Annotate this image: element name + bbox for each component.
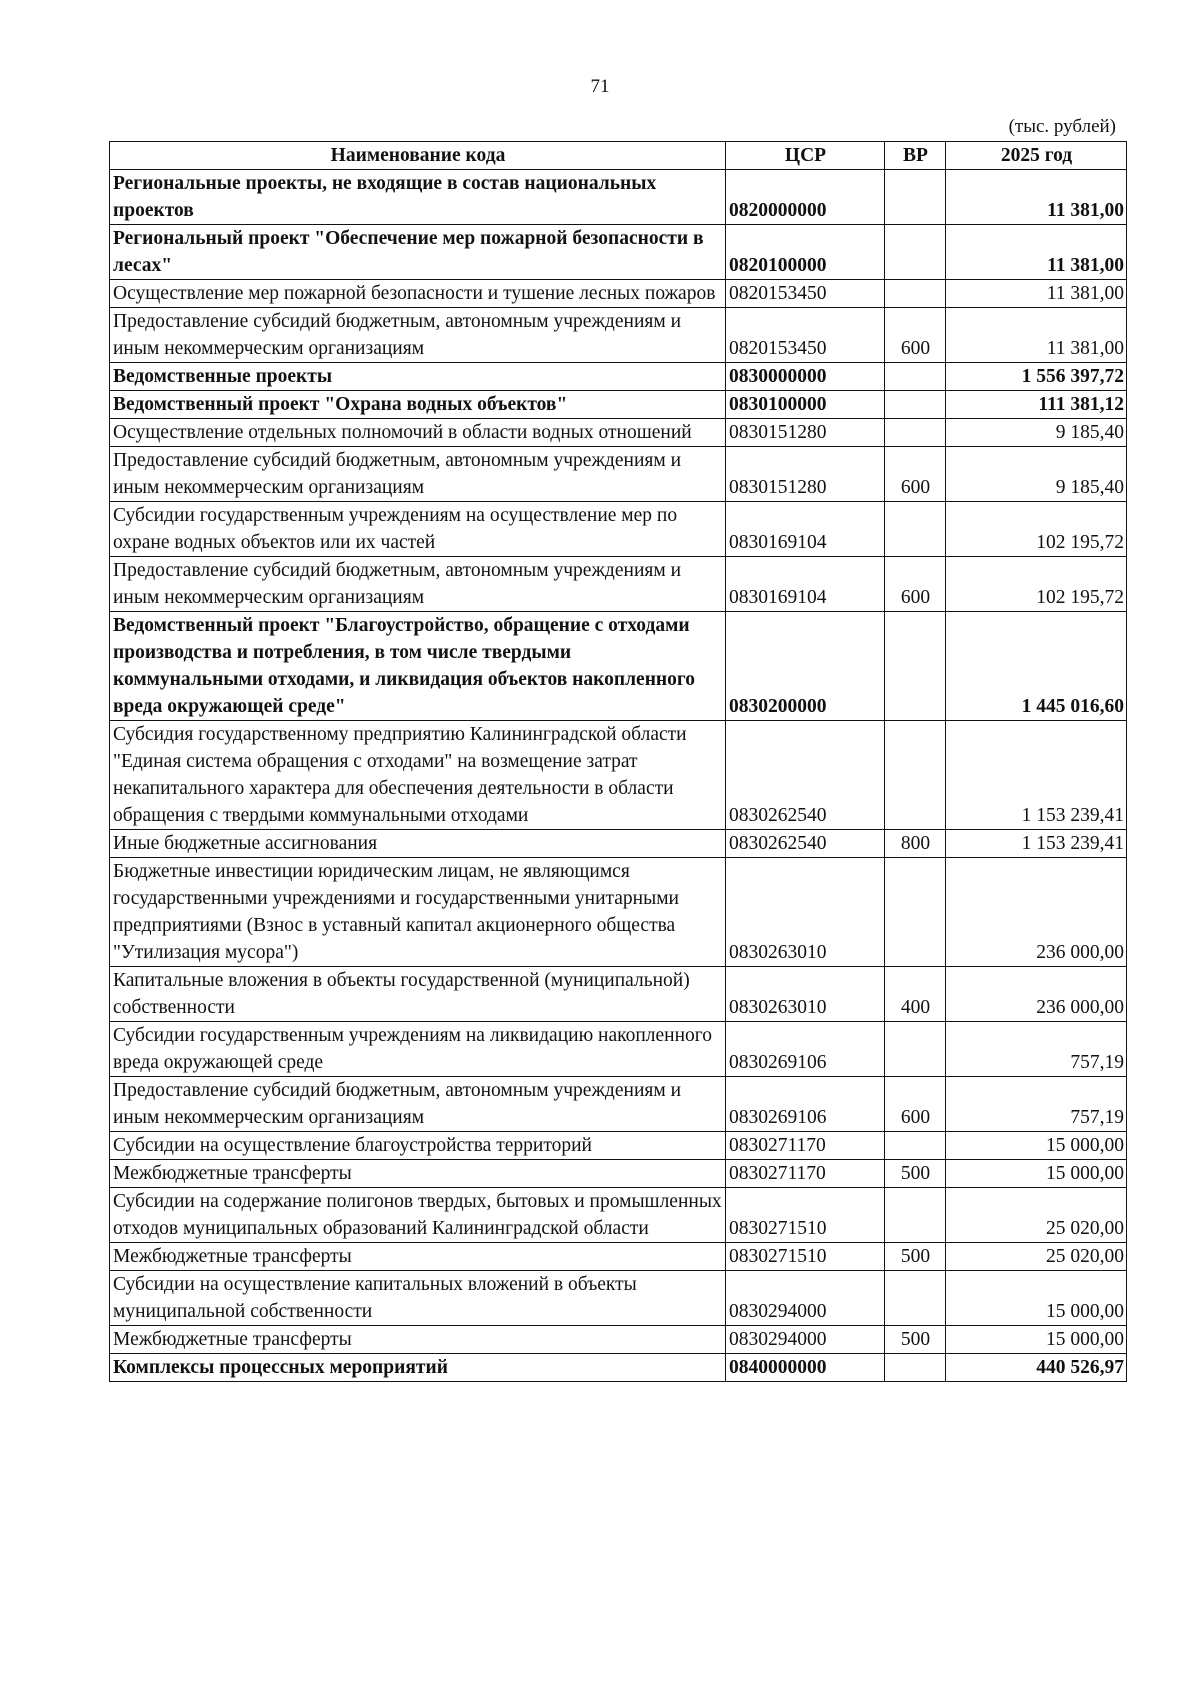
- cell-sum: 15 000,00: [946, 1160, 1127, 1188]
- cell-csr: 0830151280: [726, 447, 885, 502]
- cell-vr: [885, 280, 946, 308]
- table-row: [110, 419, 1127, 447]
- cell-csr: 0830269106: [726, 1022, 885, 1077]
- table-row: [110, 447, 1127, 502]
- table-row: [110, 1132, 1127, 1160]
- cell-csr: 0830262540: [726, 830, 885, 858]
- cell-name: Бюджетные инвестиции юридическим лицам, не являющимся государственными учреждениями и государственными унитарными предприятиями (Взнос в уставный капитал акционерного общества "Утилизация мусора"): [110, 858, 726, 967]
- cell-sum: 440 526,97: [946, 1354, 1127, 1382]
- cell-sum: 236 000,00: [946, 858, 1127, 967]
- table-row: [110, 1271, 1127, 1326]
- cell-vr: [885, 1022, 946, 1077]
- table-row: [110, 1160, 1127, 1188]
- cell-vr: 400: [885, 967, 946, 1022]
- cell-sum: 11 381,00: [946, 280, 1127, 308]
- cell-vr: [885, 1354, 946, 1382]
- cell-csr: 0830269106: [726, 1077, 885, 1132]
- table-row: [110, 391, 1127, 419]
- cell-sum: 11 381,00: [946, 225, 1127, 280]
- table-row: [110, 363, 1127, 391]
- header-name: Наименование кода: [110, 142, 726, 170]
- cell-name: Межбюджетные трансферты: [110, 1326, 726, 1354]
- cell-csr: 0830271510: [726, 1243, 885, 1271]
- cell-name: Предоставление субсидий бюджетным, автономным учреждениям и иным некоммерческим организациям: [110, 557, 726, 612]
- cell-name: Ведомственный проект "Охрана водных объектов": [110, 391, 726, 419]
- cell-name: Комплексы процессных мероприятий: [110, 1354, 726, 1382]
- cell-name: Предоставление субсидий бюджетным, автономным учреждениям и иным некоммерческим организациям: [110, 308, 726, 363]
- cell-sum: 9 185,40: [946, 447, 1127, 502]
- cell-sum: 25 020,00: [946, 1243, 1127, 1271]
- table-row: [110, 1022, 1127, 1077]
- table-header-row: [110, 142, 1127, 170]
- cell-vr: [885, 502, 946, 557]
- cell-sum: 111 381,12: [946, 391, 1127, 419]
- cell-csr: 0830151280: [726, 419, 885, 447]
- cell-sum: 102 195,72: [946, 502, 1127, 557]
- cell-name: Региональные проекты, не входящие в состав национальных проектов: [110, 170, 726, 225]
- cell-csr: 0830271170: [726, 1132, 885, 1160]
- cell-csr: 0830262540: [726, 721, 885, 830]
- cell-sum: 15 000,00: [946, 1132, 1127, 1160]
- page-number: 71: [590, 76, 610, 97]
- cell-sum: 1 445 016,60: [946, 612, 1127, 721]
- cell-vr: [885, 170, 946, 225]
- cell-sum: 25 020,00: [946, 1188, 1127, 1243]
- cell-name: Ведомственный проект "Благоустройство, обращение с отходами производства и потребления, в том числе твердыми коммунальными отходами, и ликвидация объектов накопленного вреда окружающей среде": [110, 612, 726, 721]
- cell-name: Капитальные вложения в объекты государственной (муниципальной) собственности: [110, 967, 726, 1022]
- cell-name: Субсидии на содержание полигонов твердых, бытовых и промышленных отходов муниципальных образований Калининградской области: [110, 1188, 726, 1243]
- cell-vr: 500: [885, 1243, 946, 1271]
- cell-vr: 600: [885, 447, 946, 502]
- table-row: [110, 557, 1127, 612]
- table-row: [110, 1077, 1127, 1132]
- cell-csr: 0830000000: [726, 363, 885, 391]
- table-row: [110, 280, 1127, 308]
- cell-csr: 0820153450: [726, 308, 885, 363]
- cell-csr: 0830271510: [726, 1188, 885, 1243]
- cell-sum: 757,19: [946, 1022, 1127, 1077]
- cell-csr: 0830200000: [726, 612, 885, 721]
- cell-sum: 15 000,00: [946, 1271, 1127, 1326]
- table-row: [110, 830, 1127, 858]
- table-row: [110, 1243, 1127, 1271]
- cell-name: Региональный проект "Обеспечение мер пожарной безопасности в лесах": [110, 225, 726, 280]
- table-row: [110, 308, 1127, 363]
- cell-name: Предоставление субсидий бюджетным, автономным учреждениям и иным некоммерческим организациям: [110, 1077, 726, 1132]
- cell-vr: [885, 419, 946, 447]
- cell-csr: 0830100000: [726, 391, 885, 419]
- header-sum: 2025 год: [946, 142, 1127, 170]
- cell-sum: 236 000,00: [946, 967, 1127, 1022]
- cell-sum: 9 185,40: [946, 419, 1127, 447]
- header-csr: ЦСР: [726, 142, 885, 170]
- cell-csr: 0830294000: [726, 1271, 885, 1326]
- cell-csr: 0820153450: [726, 280, 885, 308]
- cell-sum: 1 153 239,41: [946, 721, 1127, 830]
- cell-vr: 500: [885, 1160, 946, 1188]
- cell-csr: 0820000000: [726, 170, 885, 225]
- cell-vr: [885, 363, 946, 391]
- cell-name: Субсидии государственным учреждениям на ликвидацию накопленного вреда окружающей среде: [110, 1022, 726, 1077]
- table-row: [110, 1326, 1127, 1354]
- cell-vr: [885, 858, 946, 967]
- table-row: [110, 170, 1127, 225]
- table-row: [110, 967, 1127, 1022]
- cell-name: Межбюджетные трансферты: [110, 1160, 726, 1188]
- cell-sum: 15 000,00: [946, 1326, 1127, 1354]
- cell-sum: 1 556 397,72: [946, 363, 1127, 391]
- cell-vr: 500: [885, 1326, 946, 1354]
- cell-csr: 0830271170: [726, 1160, 885, 1188]
- cell-csr: 0840000000: [726, 1354, 885, 1382]
- table-row: [110, 225, 1127, 280]
- cell-name: Межбюджетные трансферты: [110, 1243, 726, 1271]
- cell-sum: 11 381,00: [946, 308, 1127, 363]
- cell-vr: 600: [885, 308, 946, 363]
- cell-csr: 0830294000: [726, 1326, 885, 1354]
- cell-sum: 757,19: [946, 1077, 1127, 1132]
- units-label: (тыс. рублей): [1008, 116, 1116, 137]
- cell-csr: 0830263010: [726, 967, 885, 1022]
- cell-name: Осуществление отдельных полномочий в области водных отношений: [110, 419, 726, 447]
- cell-csr: 0820100000: [726, 225, 885, 280]
- table-row: [110, 1188, 1127, 1243]
- cell-name: Субсидия государственному предприятию Калининградской области "Единая система обращения с отходами" на возмещение затрат некапитального характера для обеспечения деятельности в области обращения с твердыми коммунальными отходами: [110, 721, 726, 830]
- cell-csr: 0830169104: [726, 502, 885, 557]
- cell-sum: 1 153 239,41: [946, 830, 1127, 858]
- cell-csr: 0830263010: [726, 858, 885, 967]
- table-row: [110, 721, 1127, 830]
- cell-csr: 0830169104: [726, 557, 885, 612]
- table-row: [110, 502, 1127, 557]
- cell-name: Субсидии государственным учреждениям на осуществление мер по охране водных объектов или их частей: [110, 502, 726, 557]
- cell-vr: [885, 225, 946, 280]
- cell-vr: 600: [885, 557, 946, 612]
- cell-name: Иные бюджетные ассигнования: [110, 830, 726, 858]
- header-vr: ВР: [885, 142, 946, 170]
- table-row: [110, 858, 1127, 967]
- cell-name: Осуществление мер пожарной безопасности и тушение лесных пожаров: [110, 280, 726, 308]
- cell-name: Субсидии на осуществление капитальных вложений в объекты муниципальной собственности: [110, 1271, 726, 1326]
- cell-vr: 600: [885, 1077, 946, 1132]
- cell-vr: [885, 1132, 946, 1160]
- cell-vr: [885, 1188, 946, 1243]
- cell-vr: 800: [885, 830, 946, 858]
- table-row: [110, 612, 1127, 721]
- cell-vr: [885, 612, 946, 721]
- table-row: [110, 1354, 1127, 1382]
- cell-name: Предоставление субсидий бюджетным, автономным учреждениям и иным некоммерческим организациям: [110, 447, 726, 502]
- cell-vr: [885, 721, 946, 830]
- cell-vr: [885, 1271, 946, 1326]
- cell-name: Ведомственные проекты: [110, 363, 726, 391]
- cell-sum: 11 381,00: [946, 170, 1127, 225]
- budget-table: [109, 141, 1127, 1382]
- cell-sum: 102 195,72: [946, 557, 1127, 612]
- cell-vr: [885, 391, 946, 419]
- cell-name: Субсидии на осуществление благоустройства территорий: [110, 1132, 726, 1160]
